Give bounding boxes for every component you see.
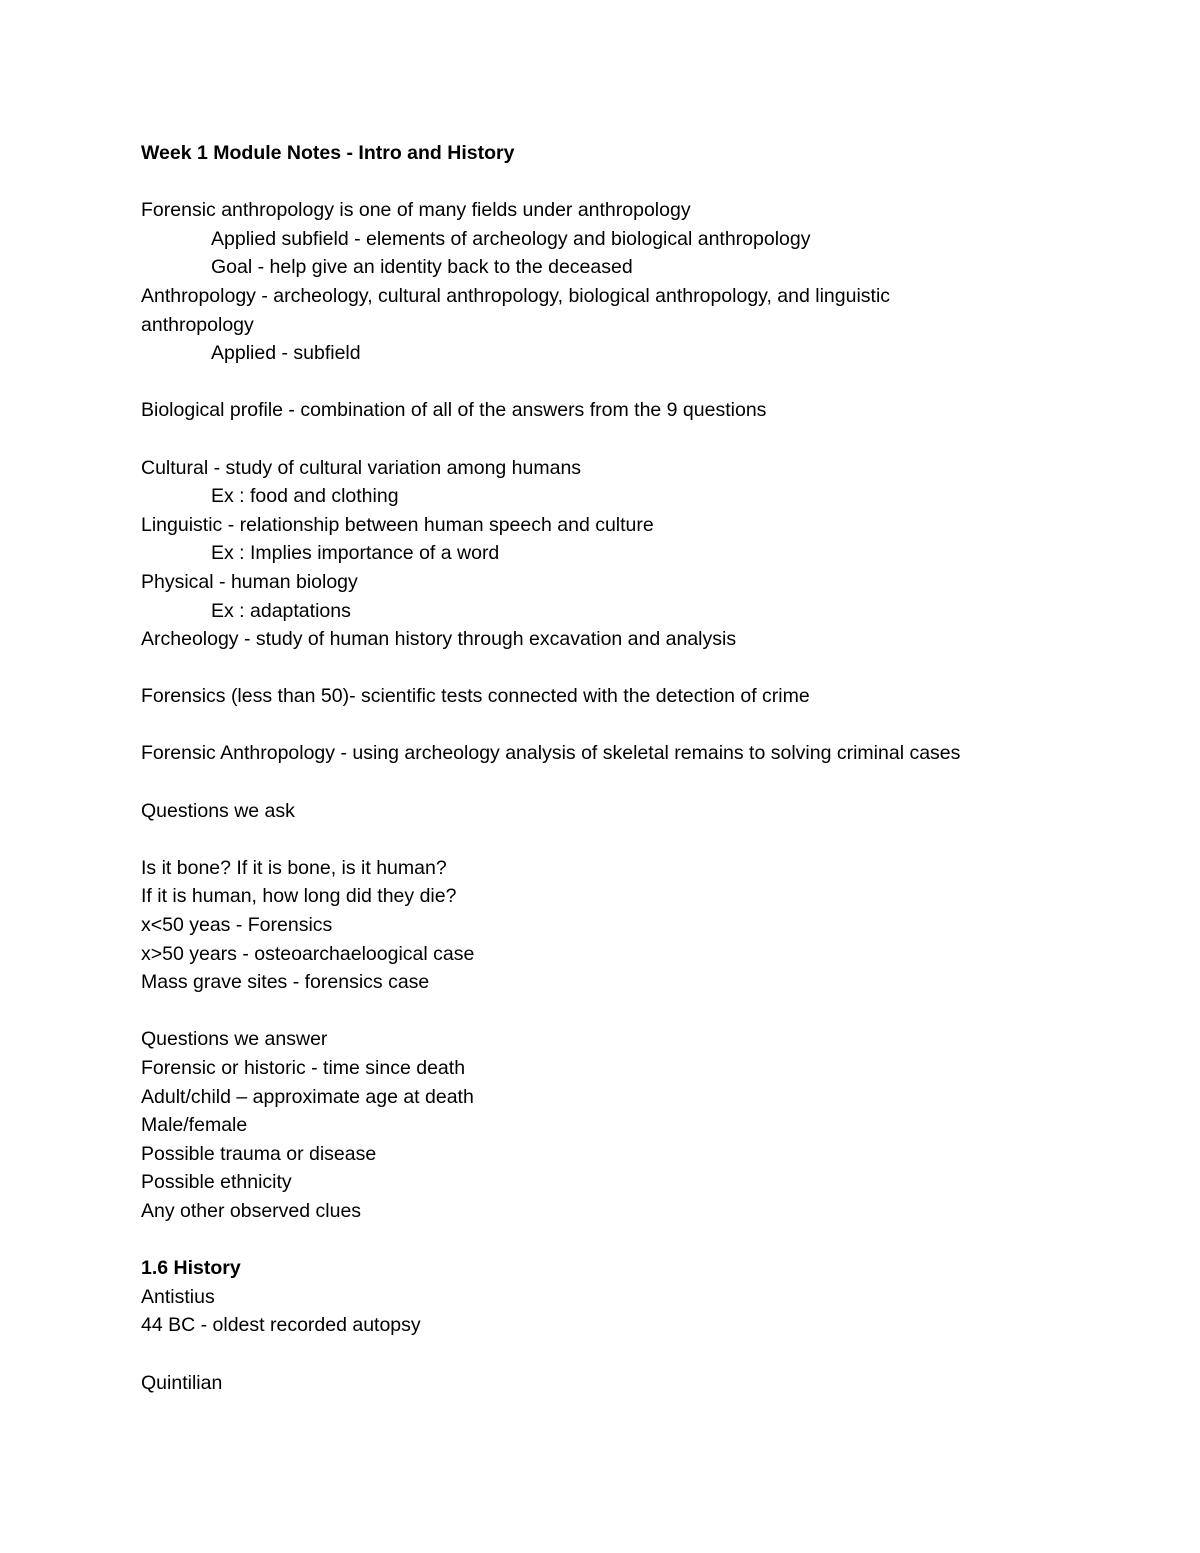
list-item: Forensic or historic - time since death — [141, 1057, 466, 1079]
list-item: If it is human, how long did they die? — [141, 885, 457, 908]
list-item: x<50 yeas - Forensics — [141, 914, 333, 937]
list-item: Antistius — [141, 1285, 215, 1308]
field-example: Ex : Implies importance of a word — [211, 542, 500, 565]
spacer — [141, 654, 1141, 683]
list-item: Mass grave sites - forensics case — [141, 971, 430, 994]
list-item: 44 BC - oldest recorded autopsy — [141, 1314, 421, 1337]
spacer — [141, 768, 1141, 797]
intro-subline: Goal - help give an identity back to the deceased — [211, 256, 633, 279]
history-heading: 1.6 History — [141, 1257, 241, 1280]
spacer — [141, 997, 1141, 1026]
intro-line: Anthropology - archeology, cultural anthropology, biological anthropology, and linguistic anthropology — [141, 284, 891, 336]
spacer — [141, 711, 1141, 740]
field-example: Ex : adaptations — [211, 599, 351, 622]
forensics-line: Forensics (less than 50)- scientific tests connected with the detection of crime — [141, 685, 810, 708]
list-item: Any other observed clues — [141, 1199, 362, 1222]
document-title: Week 1 Module Notes - Intro and History — [141, 142, 515, 164]
spacer — [141, 168, 1141, 197]
list-item: Adult/child – approximate age at death — [141, 1085, 474, 1108]
document-page — [141, 139, 1141, 1397]
list-item: Is it bone? If it is bone, is it human? — [141, 856, 447, 879]
list-item: x>50 years - osteoarchaeloogical case — [141, 942, 475, 965]
intro-subline: Applied subfield - elements of archeology and biological anthropology — [211, 227, 811, 250]
forensic-anthropology-line: Forensic Anthropology - using archeology analysis of skeletal remains to solving criminal cases — [141, 742, 961, 765]
list-item: Male/female — [141, 1114, 248, 1137]
field-physical: Physical - human biology — [141, 570, 358, 593]
list-item: Quintilian — [141, 1371, 223, 1394]
spacer — [141, 825, 1141, 854]
field-archeology: Archeology - study of human history through excavation and analysis — [141, 628, 737, 651]
spacer — [141, 1226, 1141, 1255]
field-cultural: Cultural - study of cultural variation among humans — [141, 456, 582, 479]
list-item: Possible ethnicity — [141, 1171, 292, 1194]
spacer — [141, 368, 1141, 397]
spacer — [141, 425, 1141, 454]
list-item: Possible trauma or disease — [141, 1142, 377, 1165]
spacer — [141, 1340, 1141, 1369]
field-example: Ex : food and clothing — [211, 485, 399, 508]
intro-line: Forensic anthropology is one of many fields under anthropology — [141, 199, 691, 222]
biological-profile-line: Biological profile - combination of all of the answers from the 9 questions — [141, 399, 767, 422]
questions-ask-heading: Questions we ask — [141, 799, 295, 822]
questions-answer-heading: Questions we answer — [141, 1028, 328, 1051]
field-linguistic: Linguistic - relationship between human speech and culture — [141, 513, 654, 536]
intro-subline: Applied - subfield — [211, 342, 361, 365]
